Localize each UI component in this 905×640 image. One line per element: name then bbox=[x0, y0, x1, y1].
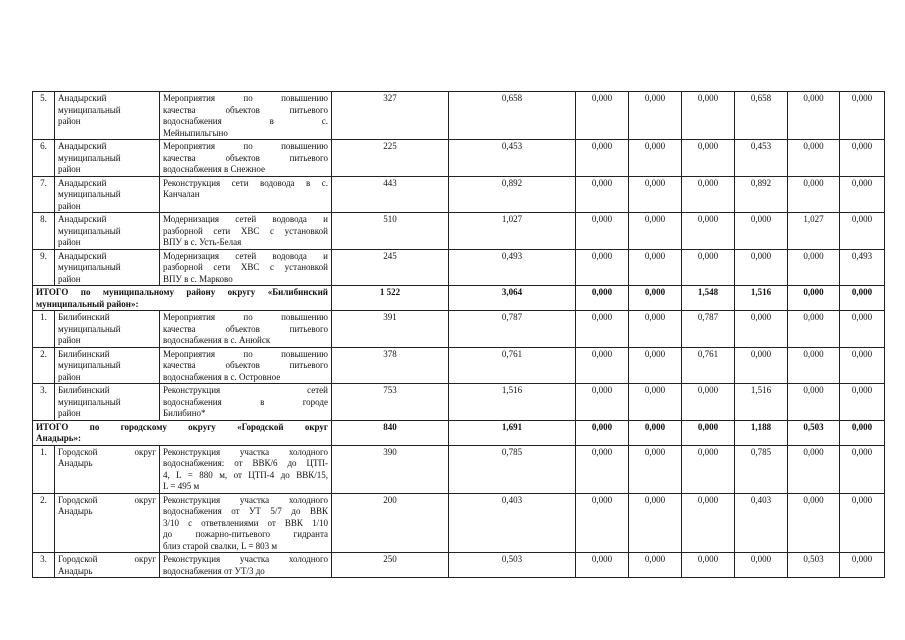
value-cell: 0,000 bbox=[788, 493, 840, 553]
row-number: 6. bbox=[33, 140, 55, 177]
cell-line: муниципальный район»: bbox=[36, 298, 139, 309]
total-label bbox=[33, 286, 332, 311]
value-cell: 391 bbox=[332, 311, 449, 348]
cell-line: Анадырь bbox=[58, 458, 93, 468]
district-cell bbox=[55, 384, 160, 421]
table-row bbox=[33, 493, 885, 553]
value-cell: 0,000 bbox=[576, 493, 629, 553]
cell-line: Мероприятия по повышению bbox=[163, 93, 328, 103]
measure-cell bbox=[160, 176, 332, 213]
cell-line: район bbox=[58, 200, 81, 211]
district-cell bbox=[55, 347, 160, 384]
table-row bbox=[33, 140, 885, 177]
value-cell: 1,516 bbox=[735, 286, 788, 311]
measure-cell bbox=[160, 347, 332, 384]
value-cell: 0,000 bbox=[788, 347, 840, 384]
value-cell: 0,787 bbox=[682, 311, 735, 348]
cell-line: качества объектов питьевого bbox=[163, 360, 328, 370]
cell-line: водоснабжения от УТ 5/7 до ВВК bbox=[163, 506, 328, 516]
cell-line: ИТОГО по городскому округу «Городской округ bbox=[36, 421, 328, 432]
value-cell: 0,000 bbox=[840, 384, 885, 421]
district-cell bbox=[55, 249, 160, 286]
measure-cell bbox=[160, 140, 332, 177]
value-cell: 0,000 bbox=[788, 384, 840, 421]
table-row bbox=[33, 311, 885, 348]
measure-cell bbox=[160, 493, 332, 553]
cell-line: муниципальный bbox=[58, 396, 121, 407]
value-cell: 0,000 bbox=[788, 311, 840, 348]
measure-cell bbox=[160, 213, 332, 250]
value-cell: 0,000 bbox=[576, 420, 629, 445]
value-cell: 0,000 bbox=[735, 347, 788, 384]
value-cell: 0,000 bbox=[629, 493, 682, 553]
value-cell: 0,658 bbox=[449, 92, 576, 140]
cell-line: муниципальный bbox=[58, 323, 121, 334]
measure-cell bbox=[160, 445, 332, 493]
value-cell: 0,000 bbox=[840, 347, 885, 384]
district-cell bbox=[55, 493, 160, 553]
cell-line: Реконструкция сетей bbox=[163, 385, 328, 395]
value-cell: 0,000 bbox=[840, 92, 885, 140]
value-cell: 1,027 bbox=[788, 213, 840, 250]
cell-line: Мероприятия по повышению bbox=[163, 312, 328, 322]
cell-line: Реконструкция сети водовода в с. bbox=[163, 177, 328, 188]
value-cell: 0,658 bbox=[735, 92, 788, 140]
value-cell: 390 bbox=[332, 445, 449, 493]
cell-line: Анадырский bbox=[58, 177, 107, 188]
cell-line: разборной сети ХВС с установкой bbox=[163, 262, 328, 272]
cell-line: 4, L = 880 м, от ЦТП-4 до ВВК/15, bbox=[163, 469, 328, 480]
value-cell: 840 bbox=[332, 420, 449, 445]
value-cell: 0,403 bbox=[735, 493, 788, 553]
cell-line: Билибинский bbox=[58, 385, 110, 395]
cell-line: район bbox=[58, 116, 81, 126]
value-cell: 0,000 bbox=[682, 553, 735, 578]
table-row bbox=[33, 553, 885, 578]
infrastructure-table bbox=[32, 91, 885, 578]
cell-line: район bbox=[58, 273, 81, 284]
total-label bbox=[33, 420, 332, 445]
value-cell: 0,000 bbox=[735, 249, 788, 286]
value-cell: 0,000 bbox=[576, 445, 629, 493]
value-cell: 0,000 bbox=[788, 140, 840, 177]
value-cell: 0,000 bbox=[629, 384, 682, 421]
cell-line: водоснабжения: от ВВК/6 до ЦТП- bbox=[163, 458, 328, 468]
cell-line: водоснабжения в с. Анюйск bbox=[163, 335, 271, 345]
value-cell: 0,892 bbox=[449, 176, 576, 213]
cell-line: ВПУ в с. Усть-Белая bbox=[163, 237, 242, 247]
cell-line: Анадырь»: bbox=[36, 433, 82, 443]
cell-line: Билибино* bbox=[163, 408, 206, 418]
value-cell: 0,503 bbox=[788, 553, 840, 578]
row-number: 9. bbox=[33, 249, 55, 286]
value-cell: 753 bbox=[332, 384, 449, 421]
value-cell: 0,000 bbox=[682, 213, 735, 250]
value-cell: 0,000 bbox=[788, 92, 840, 140]
total-row bbox=[33, 420, 885, 445]
table-row bbox=[33, 347, 885, 384]
value-cell: 0,000 bbox=[576, 553, 629, 578]
value-cell: 0,000 bbox=[682, 176, 735, 213]
value-cell: 0,493 bbox=[840, 249, 885, 286]
value-cell: 0,000 bbox=[629, 213, 682, 250]
table-row bbox=[33, 445, 885, 493]
value-cell: 0,000 bbox=[629, 286, 682, 311]
value-cell: 0,000 bbox=[735, 213, 788, 250]
value-cell: 0,000 bbox=[840, 286, 885, 311]
cell-line: Реконструкция участка холодного bbox=[163, 494, 328, 505]
cell-line: 3/10 с ответвлениями от ВВК 1/10 bbox=[163, 517, 328, 528]
measure-cell bbox=[160, 311, 332, 348]
district-cell bbox=[55, 92, 160, 140]
value-cell: 327 bbox=[332, 92, 449, 140]
value-cell: 0,000 bbox=[840, 493, 885, 553]
district-cell bbox=[55, 213, 160, 250]
row-number: 8. bbox=[33, 213, 55, 250]
value-cell: 0,000 bbox=[735, 553, 788, 578]
value-cell: 0,892 bbox=[735, 176, 788, 213]
value-cell: 0,453 bbox=[449, 140, 576, 177]
cell-line: Модернизация сетей водовода и bbox=[163, 214, 328, 224]
row-number: 7. bbox=[33, 176, 55, 213]
cell-line: Модернизация сетей водовода и bbox=[163, 250, 328, 261]
cell-line: Анадырь bbox=[58, 506, 93, 516]
value-cell: 0,000 bbox=[682, 445, 735, 493]
table-row bbox=[33, 213, 885, 250]
value-cell: 0,000 bbox=[576, 311, 629, 348]
cell-line: разборной сети ХВС с установкой bbox=[163, 225, 328, 236]
value-cell: 1 522 bbox=[332, 286, 449, 311]
value-cell: 1,548 bbox=[682, 286, 735, 311]
value-cell: 0,000 bbox=[576, 140, 629, 177]
row-number: 5. bbox=[33, 92, 55, 140]
value-cell: 0,000 bbox=[576, 384, 629, 421]
value-cell: 0,493 bbox=[449, 249, 576, 286]
cell-line: качества объектов питьевого bbox=[163, 323, 328, 334]
cell-line: район bbox=[58, 408, 81, 418]
cell-line: район bbox=[58, 237, 81, 247]
table-row bbox=[33, 92, 885, 140]
value-cell: 1,691 bbox=[449, 420, 576, 445]
value-cell: 0,000 bbox=[682, 384, 735, 421]
cell-line: Билибинский bbox=[58, 312, 110, 322]
cell-line: Анадырь bbox=[58, 565, 93, 576]
cell-line: водоснабжения в с. Островное bbox=[163, 371, 281, 382]
value-cell: 0,000 bbox=[788, 445, 840, 493]
value-cell: 0,000 bbox=[576, 92, 629, 140]
value-cell: 0,000 bbox=[682, 92, 735, 140]
value-cell: 0,000 bbox=[840, 311, 885, 348]
measure-cell bbox=[160, 249, 332, 286]
value-cell: 0,000 bbox=[735, 311, 788, 348]
measure-cell bbox=[160, 553, 332, 578]
total-row bbox=[33, 286, 885, 311]
value-cell: 378 bbox=[332, 347, 449, 384]
cell-line: водоснабжения в Снежное bbox=[163, 164, 265, 174]
cell-line: Анадырский bbox=[58, 93, 107, 103]
value-cell: 443 bbox=[332, 176, 449, 213]
cell-line: Городской округ bbox=[58, 554, 156, 564]
row-number: 2. bbox=[33, 493, 55, 553]
value-cell: 0,000 bbox=[629, 92, 682, 140]
measure-cell bbox=[160, 384, 332, 421]
value-cell: 0,000 bbox=[629, 553, 682, 578]
value-cell: 0,000 bbox=[788, 176, 840, 213]
value-cell: 250 bbox=[332, 553, 449, 578]
value-cell: 0,000 bbox=[629, 311, 682, 348]
value-cell: 225 bbox=[332, 140, 449, 177]
cell-line: близ старой свалки, L = 803 м bbox=[163, 540, 278, 551]
cell-line: качества объектов питьевого bbox=[163, 104, 328, 115]
cell-line: ИТОГО по муниципальному району округу «Билибинский bbox=[36, 287, 328, 297]
value-cell: 0,785 bbox=[449, 445, 576, 493]
row-number: 1. bbox=[33, 311, 55, 348]
value-cell: 0,000 bbox=[840, 176, 885, 213]
district-cell bbox=[55, 311, 160, 348]
value-cell: 0,785 bbox=[735, 445, 788, 493]
district-cell bbox=[55, 140, 160, 177]
value-cell: 0,761 bbox=[682, 347, 735, 384]
cell-line: муниципальный bbox=[58, 360, 121, 370]
district-cell bbox=[55, 553, 160, 578]
value-cell: 0,000 bbox=[629, 140, 682, 177]
cell-line: Реконструкция участка холодного bbox=[163, 554, 328, 564]
value-cell: 0,787 bbox=[449, 311, 576, 348]
cell-line: район bbox=[58, 335, 81, 345]
table-row bbox=[33, 384, 885, 421]
row-number: 2. bbox=[33, 347, 55, 384]
value-cell: 0,000 bbox=[576, 249, 629, 286]
cell-line: водоснабжения в городе bbox=[163, 396, 328, 407]
value-cell: 0,000 bbox=[682, 420, 735, 445]
row-number: 3. bbox=[33, 553, 55, 578]
value-cell: 0,000 bbox=[682, 140, 735, 177]
value-cell: 0,000 bbox=[840, 553, 885, 578]
cell-line: Анадырский bbox=[58, 214, 107, 224]
value-cell: 0,000 bbox=[682, 493, 735, 553]
value-cell: 0,000 bbox=[629, 445, 682, 493]
row-number: 3. bbox=[33, 384, 55, 421]
cell-line: L = 495 м bbox=[163, 481, 200, 491]
value-cell: 1,516 bbox=[449, 384, 576, 421]
value-cell: 0,000 bbox=[576, 176, 629, 213]
cell-line: Мейныпильгыно bbox=[163, 127, 228, 138]
table-row bbox=[33, 176, 885, 213]
value-cell: 0,000 bbox=[788, 249, 840, 286]
district-cell bbox=[55, 176, 160, 213]
value-cell: 0,000 bbox=[576, 213, 629, 250]
measure-cell bbox=[160, 92, 332, 140]
value-cell: 0,503 bbox=[449, 553, 576, 578]
value-cell: 245 bbox=[332, 249, 449, 286]
cell-line: муниципальный bbox=[58, 225, 121, 236]
value-cell: 0,000 bbox=[629, 420, 682, 445]
value-cell: 1,188 bbox=[735, 420, 788, 445]
cell-line: водоснабжения от УТ/3 до bbox=[163, 565, 265, 576]
cell-line: Мероприятия по повышению bbox=[163, 348, 328, 359]
value-cell: 200 bbox=[332, 493, 449, 553]
value-cell: 0,000 bbox=[576, 347, 629, 384]
cell-line: Мероприятия по повышению bbox=[163, 141, 328, 151]
table-row bbox=[33, 249, 885, 286]
cell-line: Городской округ bbox=[58, 494, 156, 505]
cell-line: Канчалан bbox=[163, 189, 200, 199]
value-cell: 0,000 bbox=[840, 445, 885, 493]
cell-line: Билибинский bbox=[58, 348, 110, 359]
cell-line: район bbox=[58, 371, 81, 382]
value-cell: 0,000 bbox=[682, 249, 735, 286]
cell-line: район bbox=[58, 164, 81, 174]
value-cell: 0,000 bbox=[629, 249, 682, 286]
cell-line: Городской округ bbox=[58, 446, 156, 457]
cell-line: муниципальный bbox=[58, 104, 121, 115]
row-number: 1. bbox=[33, 445, 55, 493]
value-cell: 3,064 bbox=[449, 286, 576, 311]
cell-line: Анадырский bbox=[58, 141, 107, 151]
value-cell: 0,503 bbox=[788, 420, 840, 445]
value-cell: 0,453 bbox=[735, 140, 788, 177]
value-cell: 0,000 bbox=[840, 140, 885, 177]
cell-line: муниципальный bbox=[58, 189, 121, 199]
value-cell: 0,000 bbox=[840, 213, 885, 250]
value-cell: 1,516 bbox=[735, 384, 788, 421]
cell-line: Реконструкция участка холодного bbox=[163, 446, 328, 457]
value-cell: 0,000 bbox=[629, 176, 682, 213]
value-cell: 0,000 bbox=[629, 347, 682, 384]
value-cell: 0,000 bbox=[788, 286, 840, 311]
district-cell bbox=[55, 445, 160, 493]
value-cell: 0,761 bbox=[449, 347, 576, 384]
cell-line: муниципальный bbox=[58, 152, 121, 163]
cell-line: Анадырский bbox=[58, 250, 107, 261]
cell-line: муниципальный bbox=[58, 262, 121, 272]
cell-line: качества объектов питьевого bbox=[163, 152, 328, 163]
value-cell: 510 bbox=[332, 213, 449, 250]
cell-line: ВПУ в с. Марково bbox=[163, 273, 233, 284]
value-cell: 0,000 bbox=[840, 420, 885, 445]
value-cell: 0,403 bbox=[449, 493, 576, 553]
cell-line: до пожарно-питьевого гидранта bbox=[163, 529, 328, 539]
value-cell: 1,027 bbox=[449, 213, 576, 250]
cell-line: водоснабжения в с. bbox=[163, 116, 328, 126]
value-cell: 0,000 bbox=[576, 286, 629, 311]
